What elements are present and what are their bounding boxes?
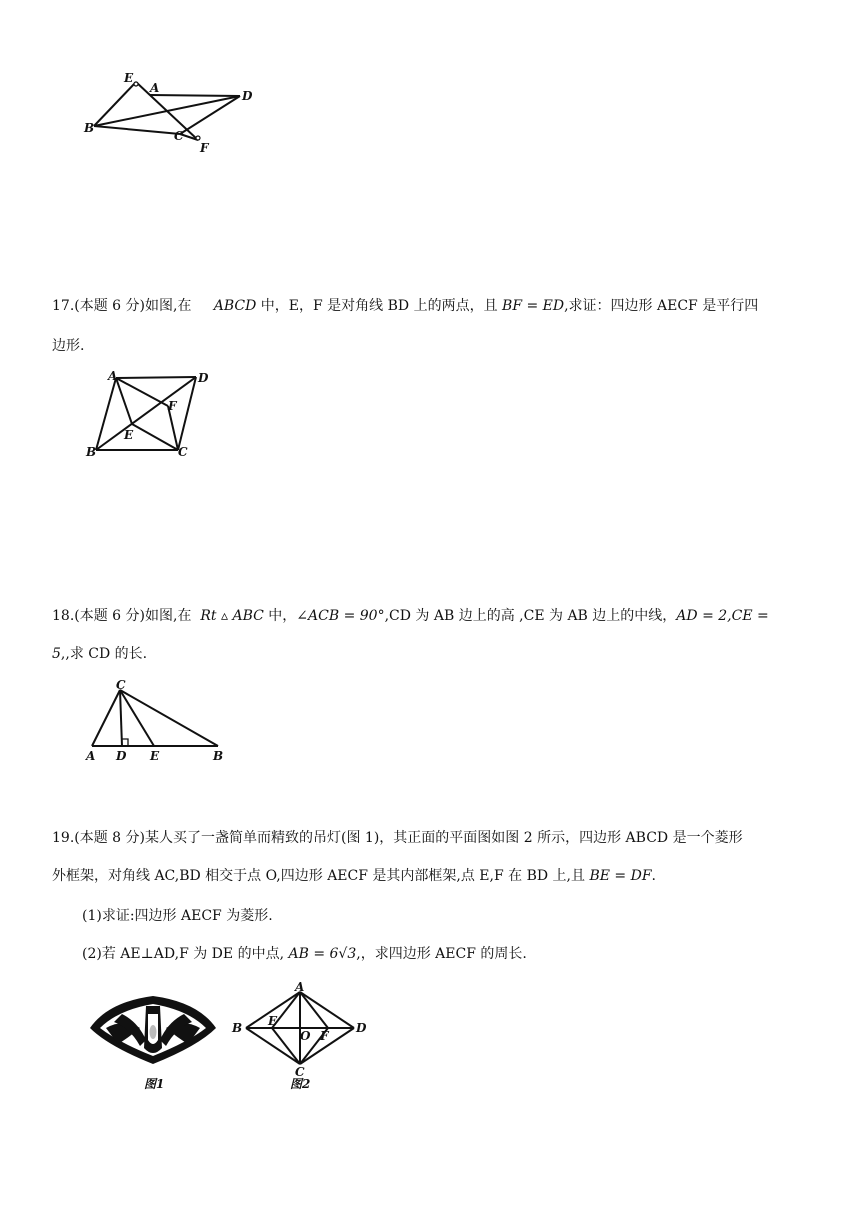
q19-part-2: (2)若 AE⊥AD,F 为 DE 的中点, AB = 6√3,，求四边形 AECF 的周长. [82,946,527,962]
label-B: B [86,445,97,459]
q18-line-1: 18.(本题 6 分)如图,在 Rt ▵ ABC 中，∠ACB = 90°,CD 为 AB 边上的高 ,CE 为 AB 边上的中线，AD = 2,CE = [52,608,769,624]
label-A: A [86,749,96,763]
label-A: A [108,369,118,383]
q18-line-2: 5,,求 CD 的长. [52,646,148,662]
label-D: D [242,89,253,103]
figure-2-rhombus [230,980,372,1092]
label-C: C [174,129,184,143]
q19-line-1: 19.(本题 8 分)某人买了一盏简单而精致的吊灯(图 1)，其正面的平面图如图 2 所示，四边形 ABCD 是一个菱形 [52,830,743,846]
label-E: E [150,749,160,763]
q19-part-1: (1)求证:四边形 AECF 为菱形. [82,908,273,924]
figure-q18-right-triangle [82,676,232,766]
label-B: B [232,1021,243,1035]
label-A: A [150,81,160,95]
label-D: D [356,1021,367,1035]
label-F: F [168,399,177,413]
label-C: C [178,445,188,459]
figure-q17-parallelogram [82,368,222,462]
label-A: A [295,980,305,994]
label-F: F [320,1029,329,1043]
figure-2-caption: 图2 [290,1077,311,1091]
label-E: E [124,71,134,85]
label-D: D [198,371,209,385]
label-B: B [84,121,95,135]
label-E: E [124,428,134,442]
q17-line-1: 17.(本题 6 分)如图,在 ABCD 中，E，F 是对角线 BD 上的两点，且 BF = ED,求证：四边形 AECF 是平行四 [52,298,759,314]
figure-1-caption: 图1 [144,1077,165,1091]
q17-line-2: 边形. [52,338,85,354]
label-E: E [268,1014,278,1028]
label-C: C [116,678,126,692]
q19-line-2: 外框架，对角线 AC,BD 相交于点 O,四边形 AECF 是其内部框架,点 E,F 在 BD 上,且 BE = DF. [52,868,656,884]
label-O: O [300,1029,311,1043]
figure-1-chandelier [88,992,218,1098]
figure-q16-parallelogram [80,68,270,158]
label-F: F [200,141,209,155]
label-D: D [116,749,127,763]
label-C: C [295,1065,305,1079]
label-B: B [213,749,224,763]
